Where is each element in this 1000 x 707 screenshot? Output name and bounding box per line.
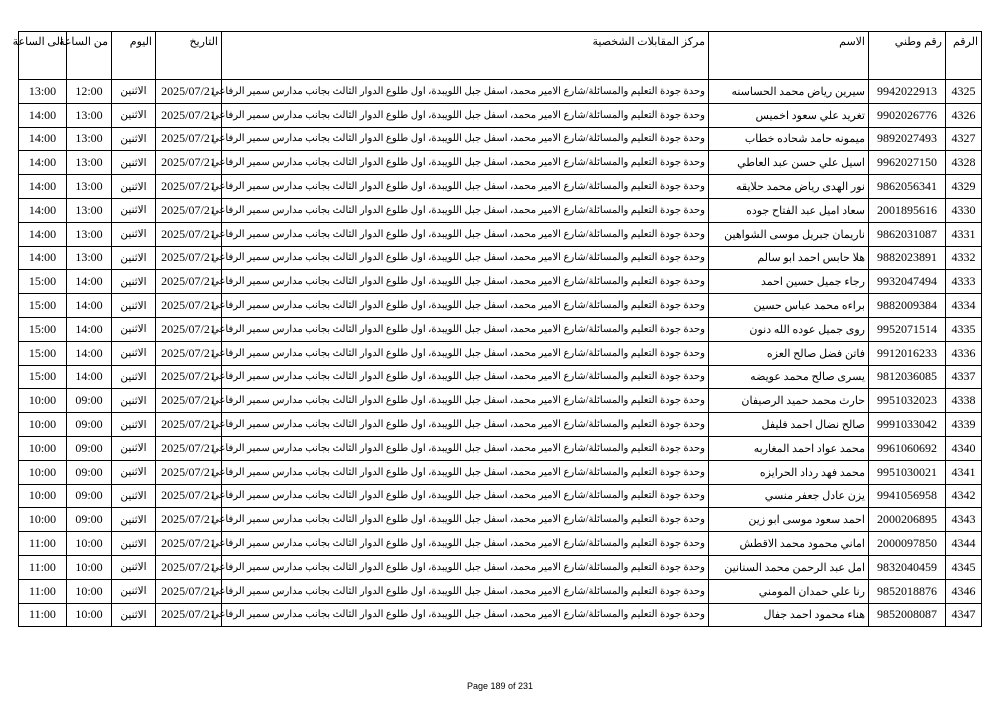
cell-number: 4330 xyxy=(946,198,982,222)
cell-center: وحدة جودة التعليم والمسائلة/شارع الامير محمد، اسفل جبل اللويبدة، اول طلوع الدوار الثالث بجانب مدارس سمير الرفاعي xyxy=(222,294,709,318)
cell-national-id: 9832040459 xyxy=(869,555,946,579)
cell-name: احمد سعود موسى ابو زين xyxy=(709,508,869,532)
table-row xyxy=(19,246,982,270)
cell-date: 2025/07/21 xyxy=(156,555,222,579)
cell-to-time: 15:00 xyxy=(19,341,67,365)
cell-national-id: 2000206895 xyxy=(869,508,946,532)
table-row xyxy=(19,460,982,484)
cell-center: وحدة جودة التعليم والمسائلة/شارع الامير محمد، اسفل جبل اللويبدة، اول طلوع الدوار الثالث بجانب مدارس سمير الرفاعي xyxy=(222,270,709,294)
cell-from-time: 09:00 xyxy=(67,413,112,437)
cell-name: صالح نضال احمد فليفل xyxy=(709,413,869,437)
cell-day: الاثنين xyxy=(112,80,156,104)
cell-number: 4344 xyxy=(946,532,982,556)
cell-name: هناء محمود احمد جفال xyxy=(709,603,869,627)
cell-from-time: 09:00 xyxy=(67,460,112,484)
header-to-time: الى الساعة xyxy=(19,32,67,80)
cell-number: 4335 xyxy=(946,317,982,341)
cell-name: سعاد اميل عبد الفتاح جوده xyxy=(709,198,869,222)
cell-date: 2025/07/21 xyxy=(156,175,222,199)
schedule-table xyxy=(12,31,982,627)
cell-national-id: 9962027150 xyxy=(869,151,946,175)
cell-to-time: 15:00 xyxy=(19,270,67,294)
header-national-id: رقم وطني xyxy=(869,32,946,80)
cell-date: 2025/07/21 xyxy=(156,317,222,341)
cell-to-time: 10:00 xyxy=(19,460,67,484)
cell-to-time: 14:00 xyxy=(19,127,67,151)
cell-date: 2025/07/21 xyxy=(156,246,222,270)
cell-date: 2025/07/21 xyxy=(156,484,222,508)
cell-number: 4340 xyxy=(946,436,982,460)
table-row xyxy=(19,555,982,579)
cell-national-id: 9902026776 xyxy=(869,103,946,127)
cell-name: ميمونه حامد شحاده خطاب xyxy=(709,127,869,151)
table-row xyxy=(19,389,982,413)
cell-date: 2025/07/21 xyxy=(156,127,222,151)
cell-center: وحدة جودة التعليم والمسائلة/شارع الامير محمد، اسفل جبل اللويبدة، اول طلوع الدوار الثالث بجانب مدارس سمير الرفاعي xyxy=(222,175,709,199)
cell-from-time: 13:00 xyxy=(67,127,112,151)
cell-center: وحدة جودة التعليم والمسائلة/شارع الامير محمد، اسفل جبل اللويبدة، اول طلوع الدوار الثالث بجانب مدارس سمير الرفاعي xyxy=(222,532,709,556)
cell-center: وحدة جودة التعليم والمسائلة/شارع الامير محمد، اسفل جبل اللويبدة، اول طلوع الدوار الثالث بجانب مدارس سمير الرفاعي xyxy=(222,460,709,484)
cell-to-time: 15:00 xyxy=(19,294,67,318)
cell-day: الاثنين xyxy=(112,413,156,437)
cell-center: وحدة جودة التعليم والمسائلة/شارع الامير محمد، اسفل جبل اللويبدة، اول طلوع الدوار الثالث بجانب مدارس سمير الرفاعي xyxy=(222,103,709,127)
cell-national-id: 9882009384 xyxy=(869,294,946,318)
cell-day: الاثنين xyxy=(112,579,156,603)
cell-center: وحدة جودة التعليم والمسائلة/شارع الامير محمد، اسفل جبل اللويبدة، اول طلوع الدوار الثالث بجانب مدارس سمير الرفاعي xyxy=(222,508,709,532)
cell-day: الاثنين xyxy=(112,436,156,460)
cell-national-id: 9852018876 xyxy=(869,579,946,603)
cell-from-time: 13:00 xyxy=(67,175,112,199)
cell-from-time: 14:00 xyxy=(67,365,112,389)
cell-date: 2025/07/21 xyxy=(156,294,222,318)
cell-day: الاثنين xyxy=(112,484,156,508)
cell-from-time: 14:00 xyxy=(67,341,112,365)
table-row xyxy=(19,103,982,127)
table-row xyxy=(19,198,982,222)
table-row xyxy=(19,579,982,603)
cell-national-id: 9961060692 xyxy=(869,436,946,460)
cell-national-id: 9862031087 xyxy=(869,222,946,246)
cell-from-time: 10:00 xyxy=(67,555,112,579)
cell-name: رجاء جميل حسين احمد xyxy=(709,270,869,294)
cell-day: الاثنين xyxy=(112,175,156,199)
table-row xyxy=(19,222,982,246)
cell-number: 4346 xyxy=(946,579,982,603)
table-header-row xyxy=(19,32,982,80)
table-row xyxy=(19,341,982,365)
cell-to-time: 14:00 xyxy=(19,246,67,270)
cell-from-time: 09:00 xyxy=(67,508,112,532)
cell-center: وحدة جودة التعليم والمسائلة/شارع الامير محمد، اسفل جبل اللويبدة، اول طلوع الدوار الثالث بجانب مدارس سمير الرفاعي xyxy=(222,365,709,389)
cell-date: 2025/07/21 xyxy=(156,341,222,365)
cell-to-time: 10:00 xyxy=(19,389,67,413)
cell-center: وحدة جودة التعليم والمسائلة/شارع الامير محمد، اسفل جبل اللويبدة، اول طلوع الدوار الثالث بجانب مدارس سمير الرفاعي xyxy=(222,151,709,175)
cell-national-id: 9912016233 xyxy=(869,341,946,365)
cell-to-time: 14:00 xyxy=(19,151,67,175)
table-row xyxy=(19,413,982,437)
table-row xyxy=(19,270,982,294)
cell-date: 2025/07/21 xyxy=(156,365,222,389)
cell-to-time: 11:00 xyxy=(19,555,67,579)
cell-date: 2025/07/21 xyxy=(156,80,222,104)
cell-from-time: 13:00 xyxy=(67,198,112,222)
cell-day: الاثنين xyxy=(112,389,156,413)
cell-center: وحدة جودة التعليم والمسائلة/شارع الامير محمد، اسفل جبل اللويبدة، اول طلوع الدوار الثالث بجانب مدارس سمير الرفاعي xyxy=(222,80,709,104)
cell-name: نور الهدى رياض محمد حلايقه xyxy=(709,175,869,199)
cell-national-id: 2001895616 xyxy=(869,198,946,222)
interview-schedule-sheet xyxy=(12,31,981,627)
cell-to-time: 15:00 xyxy=(19,365,67,389)
cell-name: براءه محمد عباس حسين xyxy=(709,294,869,318)
cell-national-id: 9952071514 xyxy=(869,317,946,341)
cell-name: اسيل علي حسن عبد العاطي xyxy=(709,151,869,175)
cell-day: الاثنين xyxy=(112,198,156,222)
cell-day: الاثنين xyxy=(112,341,156,365)
table-row xyxy=(19,484,982,508)
cell-from-time: 13:00 xyxy=(67,151,112,175)
page-footer: Page 189 of 231 xyxy=(466,681,534,691)
header-number: الرقم xyxy=(946,32,982,80)
cell-from-time: 10:00 xyxy=(67,532,112,556)
cell-number: 4332 xyxy=(946,246,982,270)
header-name: الاسم xyxy=(709,32,869,80)
cell-date: 2025/07/21 xyxy=(156,508,222,532)
cell-from-time: 09:00 xyxy=(67,436,112,460)
cell-number: 4343 xyxy=(946,508,982,532)
table-row xyxy=(19,175,982,199)
table-row xyxy=(19,294,982,318)
cell-name: هلا حابس احمد ابو سالم xyxy=(709,246,869,270)
cell-number: 4341 xyxy=(946,460,982,484)
cell-national-id: 9852008087 xyxy=(869,603,946,627)
cell-from-time: 12:00 xyxy=(67,80,112,104)
cell-date: 2025/07/21 xyxy=(156,436,222,460)
table-row xyxy=(19,603,982,627)
cell-name: يزن عادل جعفر منسي xyxy=(709,484,869,508)
cell-to-time: 14:00 xyxy=(19,222,67,246)
cell-to-time: 14:00 xyxy=(19,103,67,127)
header-center: مركز المقابلات الشخصية xyxy=(222,32,709,80)
cell-name: اماني محمود محمد الاقطش xyxy=(709,532,869,556)
cell-number: 4333 xyxy=(946,270,982,294)
cell-center: وحدة جودة التعليم والمسائلة/شارع الامير محمد، اسفل جبل اللويبدة، اول طلوع الدوار الثالث بجانب مدارس سمير الرفاعي xyxy=(222,413,709,437)
cell-center: وحدة جودة التعليم والمسائلة/شارع الامير محمد، اسفل جبل اللويبدة، اول طلوع الدوار الثالث بجانب مدارس سمير الرفاعي xyxy=(222,317,709,341)
cell-date: 2025/07/21 xyxy=(156,270,222,294)
header-day: اليوم xyxy=(112,32,156,80)
cell-date: 2025/07/21 xyxy=(156,413,222,437)
cell-name: روى جميل عوده الله دنون xyxy=(709,317,869,341)
cell-date: 2025/07/21 xyxy=(156,579,222,603)
cell-name: محمد فهد رداد الحرايزه xyxy=(709,460,869,484)
cell-number: 4337 xyxy=(946,365,982,389)
table-row xyxy=(19,436,982,460)
cell-name: محمد عواد احمد المغاربه xyxy=(709,436,869,460)
cell-number: 4338 xyxy=(946,389,982,413)
cell-day: الاثنين xyxy=(112,365,156,389)
cell-date: 2025/07/21 xyxy=(156,198,222,222)
cell-center: وحدة جودة التعليم والمسائلة/شارع الامير محمد، اسفل جبل اللويبدة، اول طلوع الدوار الثالث بجانب مدارس سمير الرفاعي xyxy=(222,603,709,627)
cell-day: الاثنين xyxy=(112,127,156,151)
cell-from-time: 14:00 xyxy=(67,317,112,341)
cell-number: 4326 xyxy=(946,103,982,127)
cell-name: يسرى صالح محمد عويضه xyxy=(709,365,869,389)
cell-number: 4347 xyxy=(946,603,982,627)
cell-date: 2025/07/21 xyxy=(156,460,222,484)
cell-number: 4339 xyxy=(946,413,982,437)
cell-center: وحدة جودة التعليم والمسائلة/شارع الامير محمد، اسفل جبل اللويبدة، اول طلوع الدوار الثالث بجانب مدارس سمير الرفاعي xyxy=(222,555,709,579)
cell-number: 4336 xyxy=(946,341,982,365)
cell-date: 2025/07/21 xyxy=(156,151,222,175)
cell-date: 2025/07/21 xyxy=(156,603,222,627)
cell-national-id: 9991033042 xyxy=(869,413,946,437)
cell-national-id: 9862056341 xyxy=(869,175,946,199)
cell-date: 2025/07/21 xyxy=(156,103,222,127)
cell-to-time: 10:00 xyxy=(19,413,67,437)
cell-to-time: 10:00 xyxy=(19,484,67,508)
cell-day: الاثنين xyxy=(112,246,156,270)
cell-national-id: 9951032023 xyxy=(869,389,946,413)
table-row xyxy=(19,508,982,532)
cell-day: الاثنين xyxy=(112,532,156,556)
cell-from-time: 09:00 xyxy=(67,389,112,413)
cell-date: 2025/07/21 xyxy=(156,222,222,246)
cell-center: وحدة جودة التعليم والمسائلة/شارع الامير محمد، اسفل جبل اللويبدة، اول طلوع الدوار الثالث بجانب مدارس سمير الرفاعي xyxy=(222,198,709,222)
cell-date: 2025/07/21 xyxy=(156,532,222,556)
cell-from-time: 10:00 xyxy=(67,603,112,627)
cell-national-id: 9812036085 xyxy=(869,365,946,389)
cell-number: 4329 xyxy=(946,175,982,199)
cell-name: فاتن فضل صالح العزه xyxy=(709,341,869,365)
cell-to-time: 14:00 xyxy=(19,198,67,222)
cell-national-id: 9942022913 xyxy=(869,80,946,104)
cell-national-id: 9882023891 xyxy=(869,246,946,270)
header-from-time: من الساعة xyxy=(67,32,112,80)
cell-name: امل عبد الرحمن محمد السنانين xyxy=(709,555,869,579)
cell-center: وحدة جودة التعليم والمسائلة/شارع الامير محمد، اسفل جبل اللويبدة، اول طلوع الدوار الثالث بجانب مدارس سمير الرفاعي xyxy=(222,484,709,508)
cell-day: الاثنين xyxy=(112,508,156,532)
cell-to-time: 13:00 xyxy=(19,80,67,104)
table-row xyxy=(19,127,982,151)
cell-from-time: 13:00 xyxy=(67,222,112,246)
cell-day: الاثنين xyxy=(112,270,156,294)
cell-to-time: 14:00 xyxy=(19,175,67,199)
cell-day: الاثنين xyxy=(112,222,156,246)
table-row xyxy=(19,532,982,556)
cell-day: الاثنين xyxy=(112,603,156,627)
cell-national-id: 9932047494 xyxy=(869,270,946,294)
cell-center: وحدة جودة التعليم والمسائلة/شارع الامير محمد، اسفل جبل اللويبدة، اول طلوع الدوار الثالث بجانب مدارس سمير الرفاعي xyxy=(222,222,709,246)
cell-number: 4331 xyxy=(946,222,982,246)
cell-to-time: 11:00 xyxy=(19,603,67,627)
cell-national-id: 9892027493 xyxy=(869,127,946,151)
cell-date: 2025/07/21 xyxy=(156,389,222,413)
cell-center: وحدة جودة التعليم والمسائلة/شارع الامير محمد، اسفل جبل اللويبدة، اول طلوع الدوار الثالث بجانب مدارس سمير الرفاعي xyxy=(222,127,709,151)
cell-center: وحدة جودة التعليم والمسائلة/شارع الامير محمد، اسفل جبل اللويبدة، اول طلوع الدوار الثالث بجانب مدارس سمير الرفاعي xyxy=(222,389,709,413)
cell-name: ناريمان جبريل موسى الشواهين xyxy=(709,222,869,246)
cell-day: الاثنين xyxy=(112,555,156,579)
header-date: التاريخ xyxy=(156,32,222,80)
cell-from-time: 10:00 xyxy=(67,579,112,603)
table-row xyxy=(19,80,982,104)
cell-center: وحدة جودة التعليم والمسائلة/شارع الامير محمد، اسفل جبل اللويبدة، اول طلوع الدوار الثالث بجانب مدارس سمير الرفاعي xyxy=(222,579,709,603)
cell-from-time: 14:00 xyxy=(67,294,112,318)
table-row xyxy=(19,365,982,389)
cell-number: 4342 xyxy=(946,484,982,508)
cell-number: 4345 xyxy=(946,555,982,579)
cell-center: وحدة جودة التعليم والمسائلة/شارع الامير محمد، اسفل جبل اللويبدة، اول طلوع الدوار الثالث بجانب مدارس سمير الرفاعي xyxy=(222,341,709,365)
cell-number: 4325 xyxy=(946,80,982,104)
cell-from-time: 13:00 xyxy=(67,246,112,270)
cell-name: تغريد علي سعود اخميس xyxy=(709,103,869,127)
cell-national-id: 9941056958 xyxy=(869,484,946,508)
cell-name: سيرين رياض محمد الحساسنه xyxy=(709,80,869,104)
cell-day: الاثنين xyxy=(112,460,156,484)
cell-from-time: 13:00 xyxy=(67,103,112,127)
cell-center: وحدة جودة التعليم والمسائلة/شارع الامير محمد، اسفل جبل اللويبدة، اول طلوع الدوار الثالث بجانب مدارس سمير الرفاعي xyxy=(222,436,709,460)
cell-to-time: 15:00 xyxy=(19,317,67,341)
cell-to-time: 10:00 xyxy=(19,508,67,532)
cell-from-time: 09:00 xyxy=(67,484,112,508)
cell-day: الاثنين xyxy=(112,151,156,175)
cell-center: وحدة جودة التعليم والمسائلة/شارع الامير محمد، اسفل جبل اللويبدة، اول طلوع الدوار الثالث بجانب مدارس سمير الرفاعي xyxy=(222,246,709,270)
table-row xyxy=(19,151,982,175)
cell-number: 4334 xyxy=(946,294,982,318)
cell-to-time: 10:00 xyxy=(19,436,67,460)
cell-to-time: 11:00 xyxy=(19,532,67,556)
cell-national-id: 2000097850 xyxy=(869,532,946,556)
cell-from-time: 14:00 xyxy=(67,270,112,294)
cell-name: حارث محمد حميد الرصيفان xyxy=(709,389,869,413)
table-row xyxy=(19,317,982,341)
cell-day: الاثنين xyxy=(112,103,156,127)
cell-to-time: 11:00 xyxy=(19,579,67,603)
cell-day: الاثنين xyxy=(112,317,156,341)
cell-number: 4328 xyxy=(946,151,982,175)
cell-day: الاثنين xyxy=(112,294,156,318)
cell-name: رنا علي حمدان المومني xyxy=(709,579,869,603)
cell-national-id: 9951030021 xyxy=(869,460,946,484)
cell-number: 4327 xyxy=(946,127,982,151)
